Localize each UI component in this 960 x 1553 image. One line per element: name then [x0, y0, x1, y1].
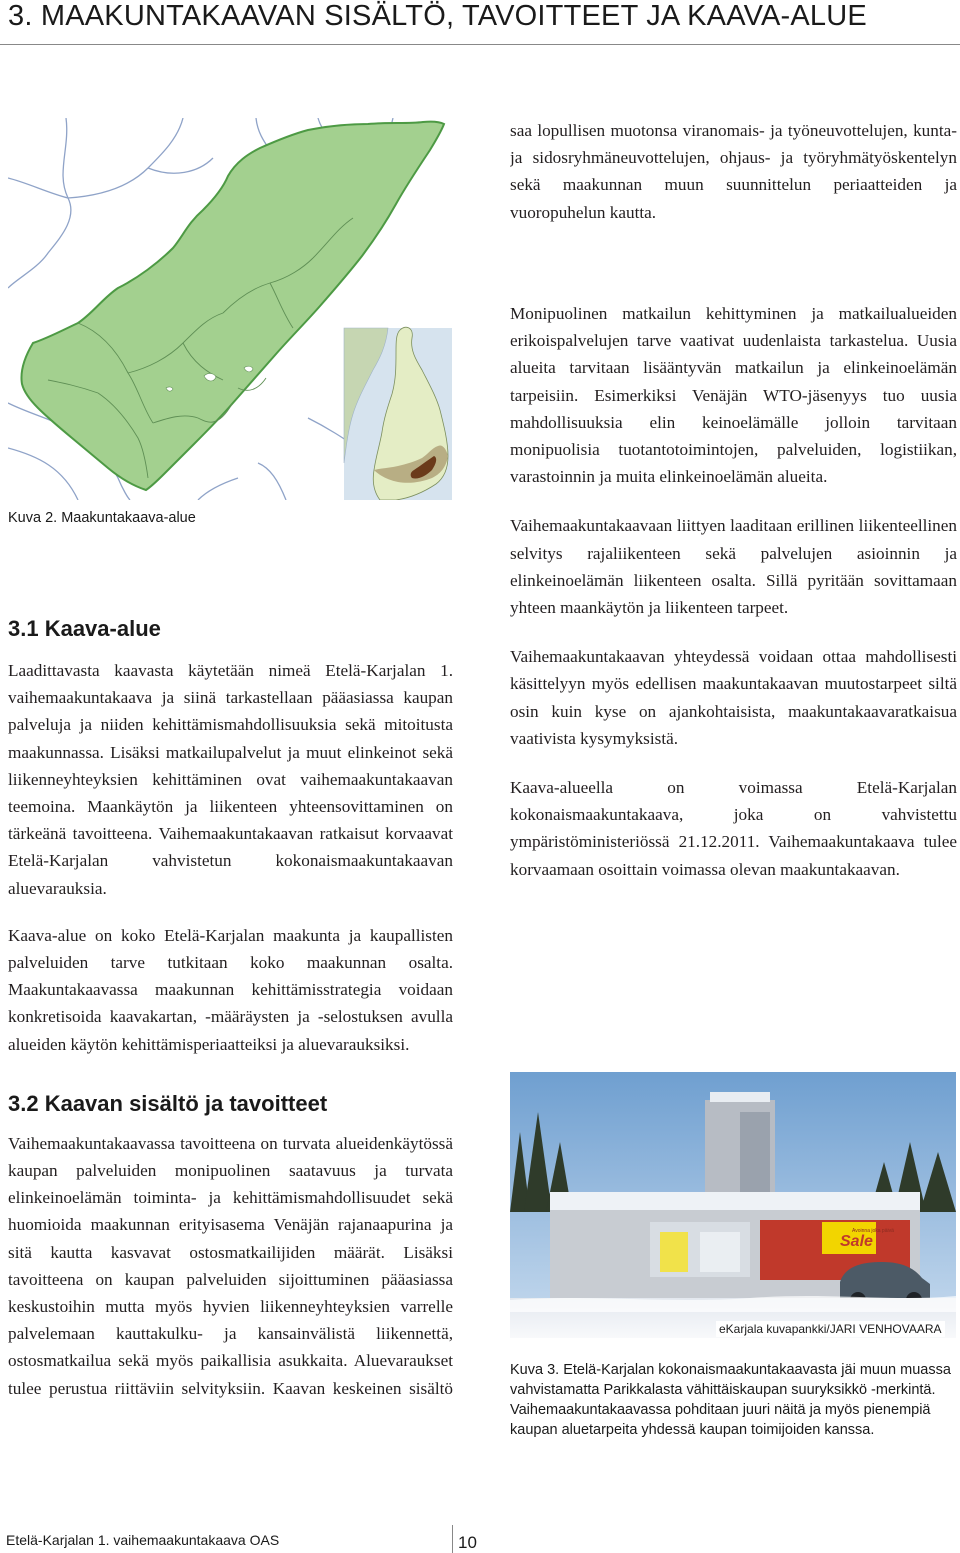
finland-inset-map	[344, 327, 452, 500]
section-3-2-paragraph-5: Kaava-alueella on voimassa Etelä-Karjalan kokonaismaakuntakaava, joka on vahvistettu ympäristöministeriössä 21.12.2011. Vaihemaakuntakaava tulee korvaamaan osoittain voimassa olevan maakuntakaavan.	[510, 778, 957, 879]
section-3-2-paragraph-2: Monipuolinen matkailun kehittyminen ja matkailualueiden erikoispalvelujen tarve vaativat uudenlaista tarkastelua. Uusia alueita tarvitaan lisääntyvän matkailun ja elinkeinoelämän tarpeisiin. Esimerkiksi Venäjän WTO-jäsenyys tuo uusia mahdollisuuksia elin keinoelämälle jolloin tarvitaan monipuolisia tuotantotoimintojen, palveluiden, logistiikan, varastoinnin ja muita elinkeinoelämän alueita.	[510, 304, 957, 487]
section-3-1-paragraph-1: Laadittavasta kaavasta käytetään nimeä Etelä-Karjalan 1. vaihemaakuntakaava ja siinä tarkastellaan pääasiassa kaupan palveluja ja niiden kehittämismahdollisuuksia sekä mitoitusta maakunnassa. Lisäksi matkailupalvelut ja muut elinkeinot sekä liikenneyhteyksien kehittäminen ovat vaihemaakuntakaavan teemoina. Maankäytön ja liikenteen yhteensovittaminen on tärkeänä tavoitteena. Vaihemaakuntakaavan ratkaisut korvaavat Etelä-Karjalan vahvistetun kokonaismaakuntakaavan aluevarauksia.	[8, 661, 453, 898]
store-hours-sign: Avoinna joka päivä	[852, 1228, 894, 1234]
left-column	[8, 615, 453, 1398]
continued-text: saa lopullisen muotonsa viranomais- ja työneuvottelujen, kunta- ja sidosryhmäneuvottelujen, ohjaus- ja työryhmätyöskentelyn sekä maakunnan muun suunnittelun periaatteiden ja vuoropuhelun kautta.	[510, 121, 957, 222]
figure-3-caption: Kuva 3. Etelä-Karjalan kokonaismaakuntakaavasta jäi muun muassa vahvistamatta Parikkalasta vähittäiskaupan suuryksikkö -merkintä. Vaihemaakuntakaavassa pohditaan juuri näitä ja myös pienempiä kaupan aluetarpeita yhdessä kaupan toimijoiden kanssa.	[510, 1362, 951, 1438]
section-3-2-paragraph-1-cont	[510, 115, 957, 278]
section-3-2-paragraph-4: Vaihemaakuntakaavan yhteydessä voidaan ottaa mahdollisesti käsittelyyn myös edellisen maakuntakaavan muutostarpeet siltä osin kuin kyse on ajankohtaisista, maakuntakaavaratkaisua vaativista kysymyksistä.	[510, 647, 957, 748]
page-header: 3. MAAKUNTAKAAVAN SISÄLTÖ, TAVOITTEET JA KAAVA-ALUE	[8, 0, 867, 32]
section-3-2-paragraph-3: Vaihemaakuntakaavaan liittyen laaditaan erillinen liikenteellinen selvitys rajaliikenteen sekä palvelujen asioinnin ja elinkeinoelämän liikenteen osalta. Sillä pyritään sovittamaan yhteen maankäytön ja liikenteen tarpeet.	[510, 516, 957, 618]
region-map	[8, 118, 452, 500]
page-number: 10	[458, 1533, 477, 1552]
footer-rule	[452, 1525, 453, 1553]
header-rule	[0, 44, 960, 45]
footer-document-name: Etelä-Karjalan 1. vaihemaakuntakaava OAS	[6, 1532, 280, 1548]
store-photo	[510, 1072, 956, 1338]
section-3-2-paragraph-1: Vaihemaakuntakaavassa tavoitteena on turvata alueidenkäytössä kaupan palveluiden monipuolinen saatavuus ja turvata elinkeinoelämän toiminta- ja kehittämismahdollisuudet sekä huomioida maakunnan erityisasema Venäjän rajanaapurina ja sitä kautta kasvavat ostosmatkailijiden määrät. Lisäksi tavoitteena on kaupan palveluiden sijoittuminen pääasiassa keskustoihin mutta myös hyvien liikenneyhteyksien varrelle palvelemaan kauttakulku- ja kansainvälistä liikennettä, ostosmatkailua sekä myös paikallisia asukkaita. Aluevaraukset tulee perustua riittäviin selvityksiin. Kaavan keskeinen sisältö	[8, 1133, 453, 1398]
figure-2-caption: Kuva 2. Maakuntakaava-alue	[8, 510, 196, 526]
sale-sign: Sale	[840, 1233, 873, 1250]
photo-credit: eKarjala kuvapankki/JARI VENHOVAARA	[716, 1321, 945, 1337]
section-3-2-heading: 3.2 Kaavan sisältö ja tavoitteet	[8, 1090, 328, 1116]
section-3-1-heading: 3.1 Kaava-alue	[8, 616, 161, 641]
right-column	[510, 115, 957, 883]
section-3-1-paragraph-2: Kaava-alue on koko Etelä-Karjalan maakunta ja kaupallisten palveluiden tarve tutkitaan koko maakunnan osalta. Maakuntakaavassa maakunnan kehittämisstrategia voidaan konkretisoida kaavakartan, -määräysten ja -selostuksen avulla alueiden käytön kehittämisperiaatteiksi ja aluevarauksiksi.	[8, 925, 453, 1054]
